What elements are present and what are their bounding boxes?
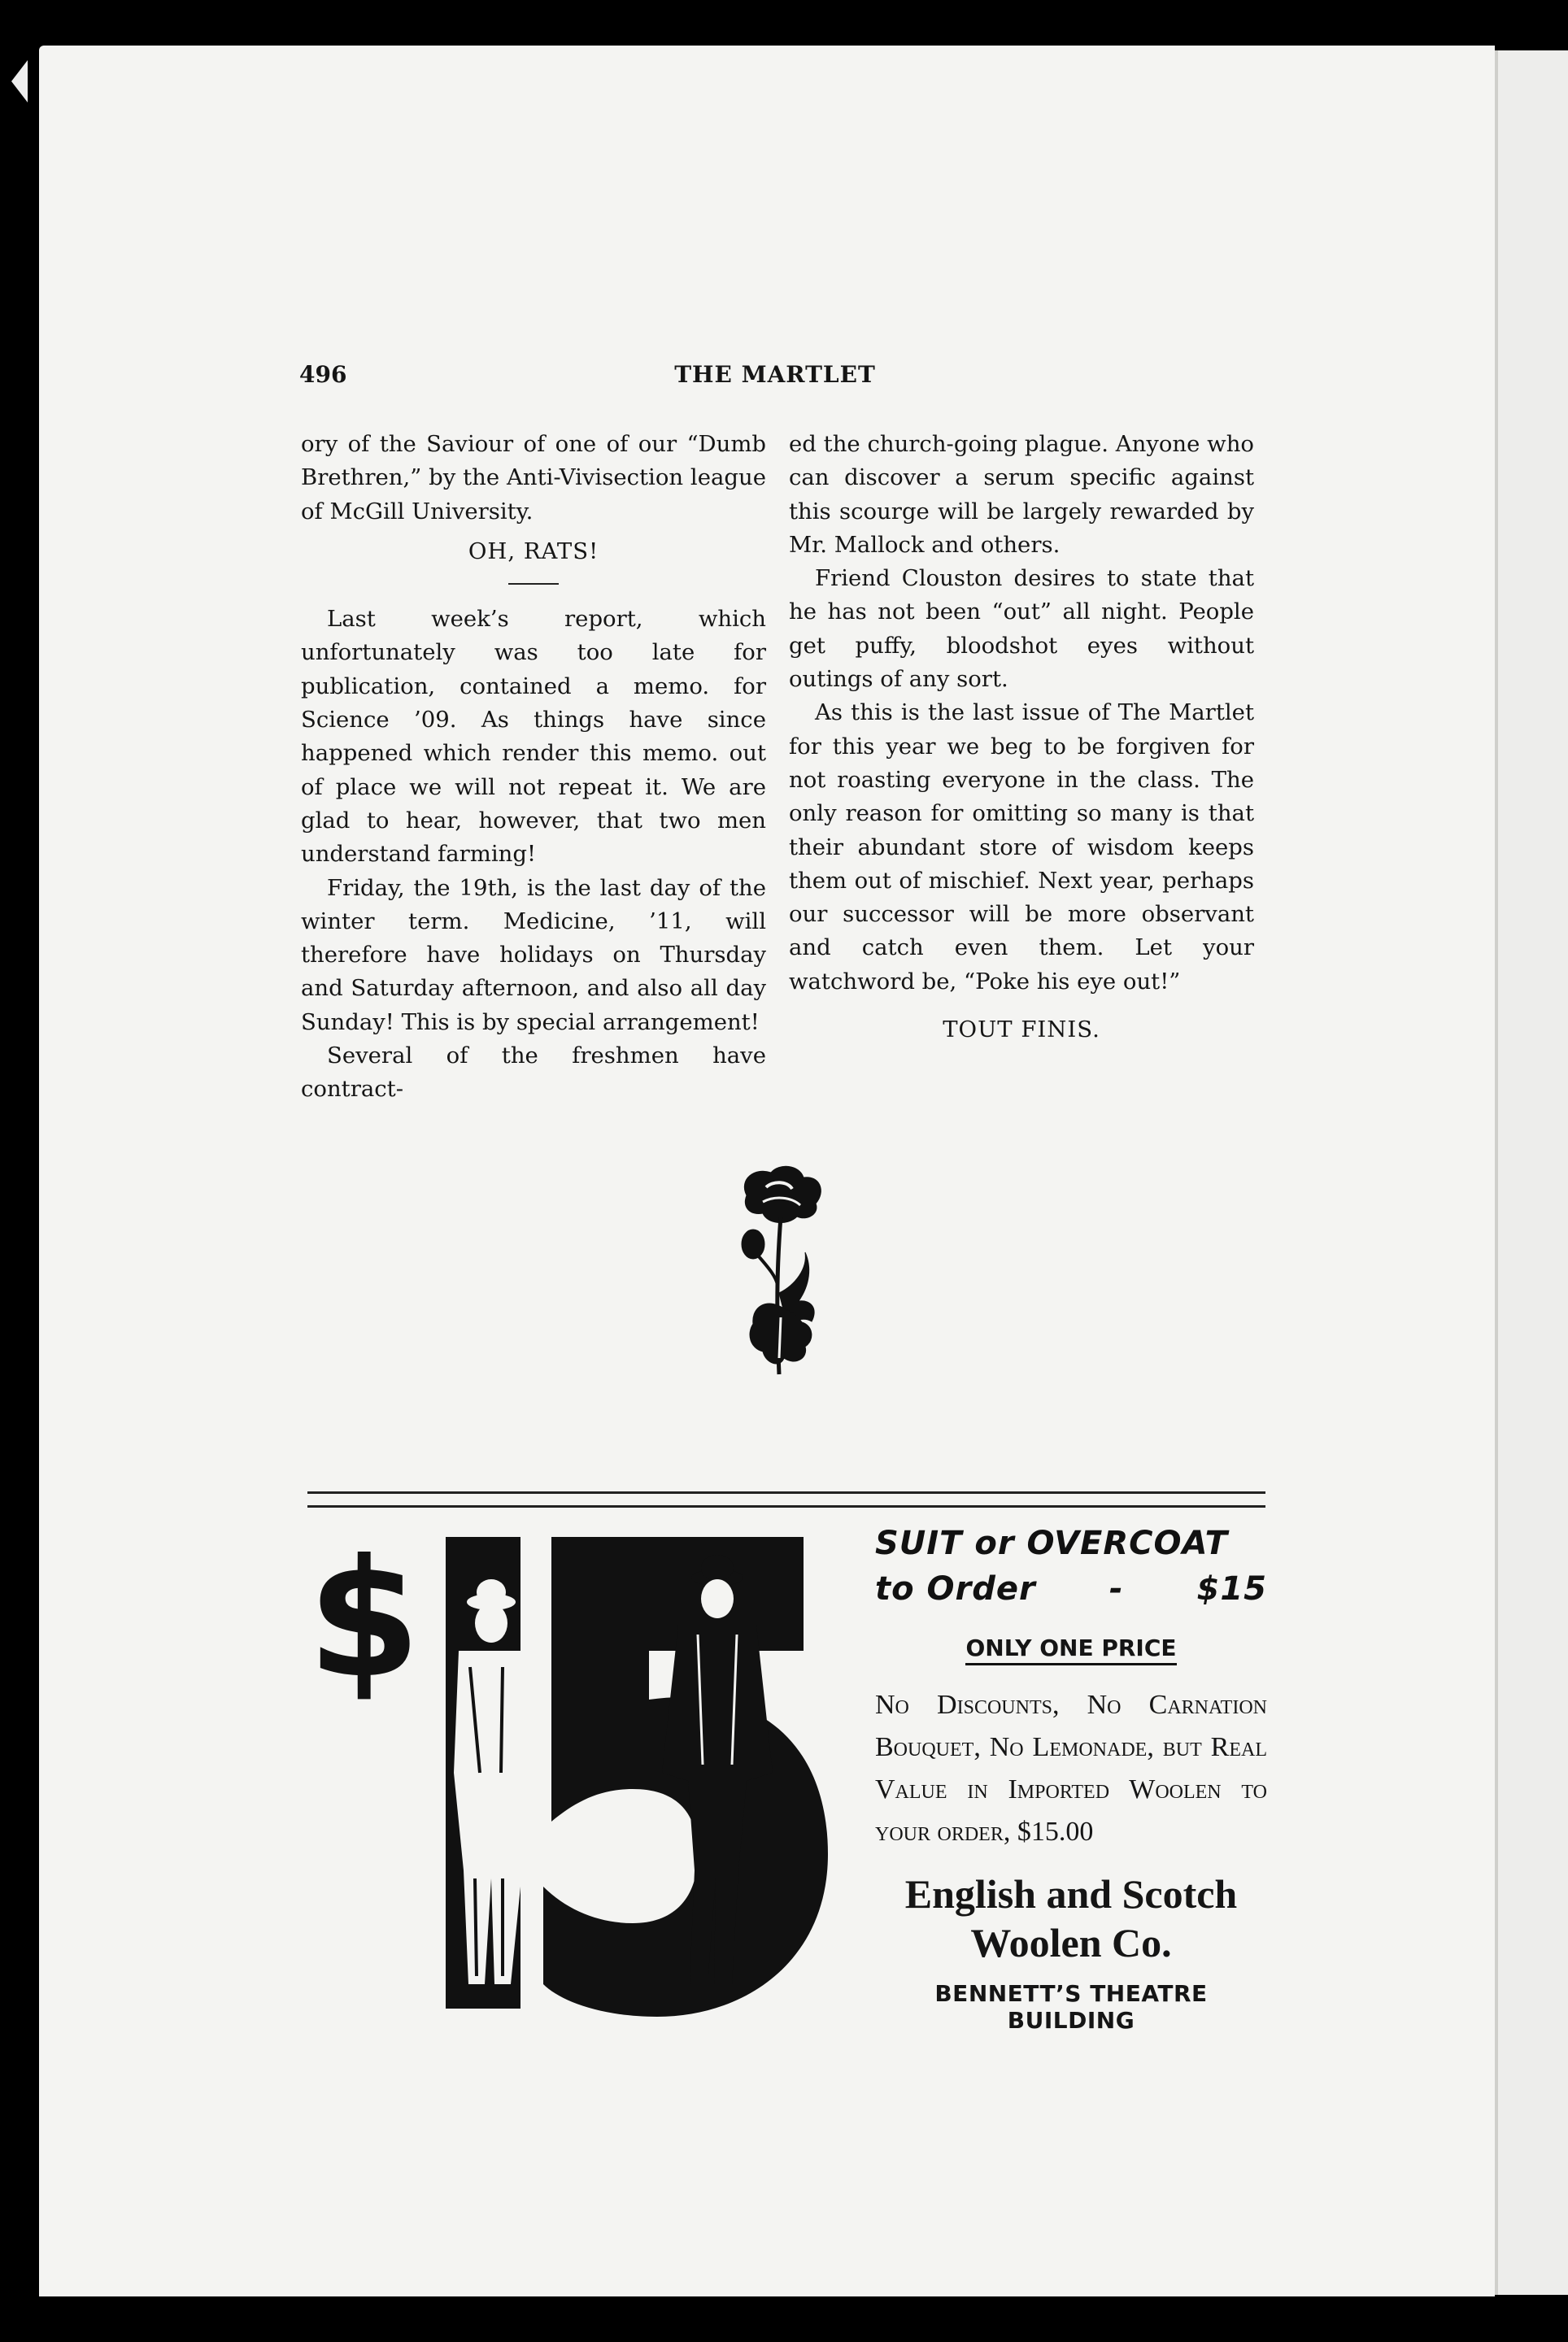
short-rule bbox=[508, 583, 559, 585]
right-para-2: Friend Clouston desires to state that he has not been “out” all night. People get puffy, bloodshot eyes without outings of any sort. bbox=[789, 565, 1254, 693]
ad-address: BENNETT’S THEATRE BUILDING bbox=[934, 1980, 1208, 2034]
poppy-flower-icon bbox=[730, 1163, 836, 1391]
advertisement-text bbox=[875, 1521, 1267, 2034]
ad-headline bbox=[875, 1521, 1267, 1612]
scan-tab-mark bbox=[11, 60, 28, 102]
right-para-1: ed the church-going plague. Anyone who can discover a serum specific against this scourge will be largely rewarded by Mr. Mallock and others. bbox=[789, 431, 1254, 558]
ad-headline-dash: - bbox=[1108, 1570, 1124, 1608]
ad-company-name bbox=[875, 1870, 1267, 1967]
page-header bbox=[299, 361, 1251, 394]
left-para-2: Last week’s report, which unfortunately was too late for publication, contained a memo. for Science ’09. As things have since happened which render this memo. out of place we will not repeat it. We are glad to hear, however, that two men understand farming! bbox=[301, 606, 766, 868]
right-column bbox=[789, 428, 1254, 1047]
ad-headline-to-order: to Order bbox=[875, 1570, 1036, 1608]
next-page-edge bbox=[1495, 50, 1568, 2295]
ad-one-price bbox=[875, 1635, 1267, 1661]
ad-headline-line2 bbox=[875, 1566, 1267, 1612]
left-para-4: Several of the freshmen have contract- bbox=[301, 1043, 766, 1103]
ad-body: No Discounts, No Carnation Bouquet, No Lemonade, but Real Value in Imported Woolen to your order, $15.00 bbox=[875, 1690, 1267, 1847]
left-para-1: ory of the Saviour of one of our “Dumb Brethren,” by the Anti-Vivisection league of McGill University. bbox=[301, 431, 766, 525]
running-title: THE MARTLET bbox=[674, 361, 876, 388]
dollar-sign-glyph: $ bbox=[307, 1529, 421, 1714]
closing-line: TOUT FINIS. bbox=[943, 1016, 1100, 1043]
ad-headline-price: $15 bbox=[1196, 1570, 1267, 1608]
ad-divider-rule bbox=[307, 1491, 1265, 1508]
ad-company-line2: Woolen Co. bbox=[970, 1920, 1172, 1965]
ad-one-price-label: ONLY ONE PRICE bbox=[965, 1635, 1176, 1665]
ad-headline-line1: SUIT or OVERCOAT bbox=[875, 1525, 1228, 1562]
price-figures-illustration bbox=[307, 1529, 836, 2017]
left-para-3: Friday, the 19th, is the last day of the winter term. Medicine, ’11, will therefore have holidays on Thursday and Saturday afternoon, and also all day Sunday! This is by special arrangement! bbox=[301, 874, 766, 1035]
ad-company-line1: English and Scotch bbox=[904, 1871, 1238, 1917]
left-column bbox=[301, 428, 766, 1107]
right-para-3: As this is the last issue of The Martlet for this year we beg to be forgiven for not roasting everyone in the class. The only reason for omitting so many is that their abundant store of wisdom keeps them out of mischief. Next year, perhaps our successor will be more observant and catch even them. Let your watchword be, “Poke his eye out!” bbox=[789, 699, 1254, 995]
page-number: 496 bbox=[299, 361, 347, 388]
section-heading: OH, RATS! bbox=[468, 538, 599, 564]
